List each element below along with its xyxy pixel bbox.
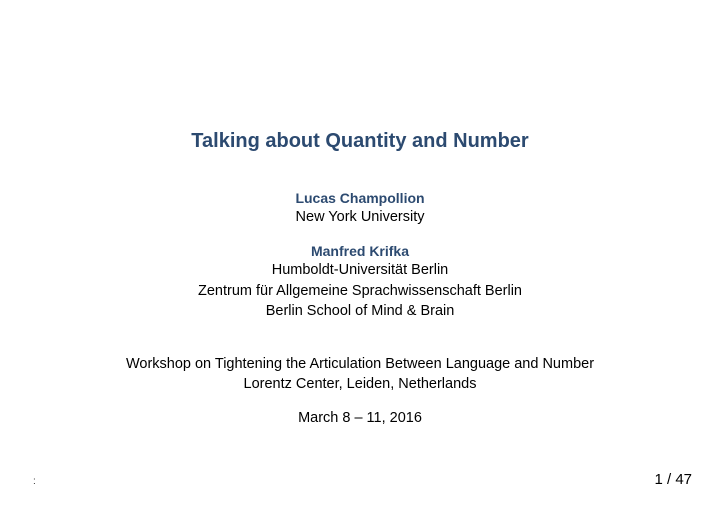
author-affiliation-2-3: Berlin School of Mind & Brain	[265, 303, 455, 319]
page-number: 1 / 47	[654, 471, 692, 488]
author-affiliation-2-1: Humboldt-Universität Berlin	[271, 262, 449, 278]
author-affiliation-1-1: New York University	[295, 209, 425, 225]
author-name-2: Manfred Krifka	[310, 243, 410, 259]
author-affiliation-2-2: Zentrum für Allgemeine Sprachwissenschaft Berlin	[198, 283, 522, 299]
author-name-1: Lucas Champollion	[295, 190, 425, 206]
footer-marker: :	[33, 476, 36, 487]
event-date: March 8 – 11, 2016	[298, 410, 422, 426]
event-venue: Lorentz Center, Leiden, Netherlands	[243, 376, 477, 392]
slide-title: Talking about Quantity and Number	[191, 130, 529, 152]
event-name: Workshop on Tightening the Articulation Between Language and Number	[125, 356, 595, 372]
